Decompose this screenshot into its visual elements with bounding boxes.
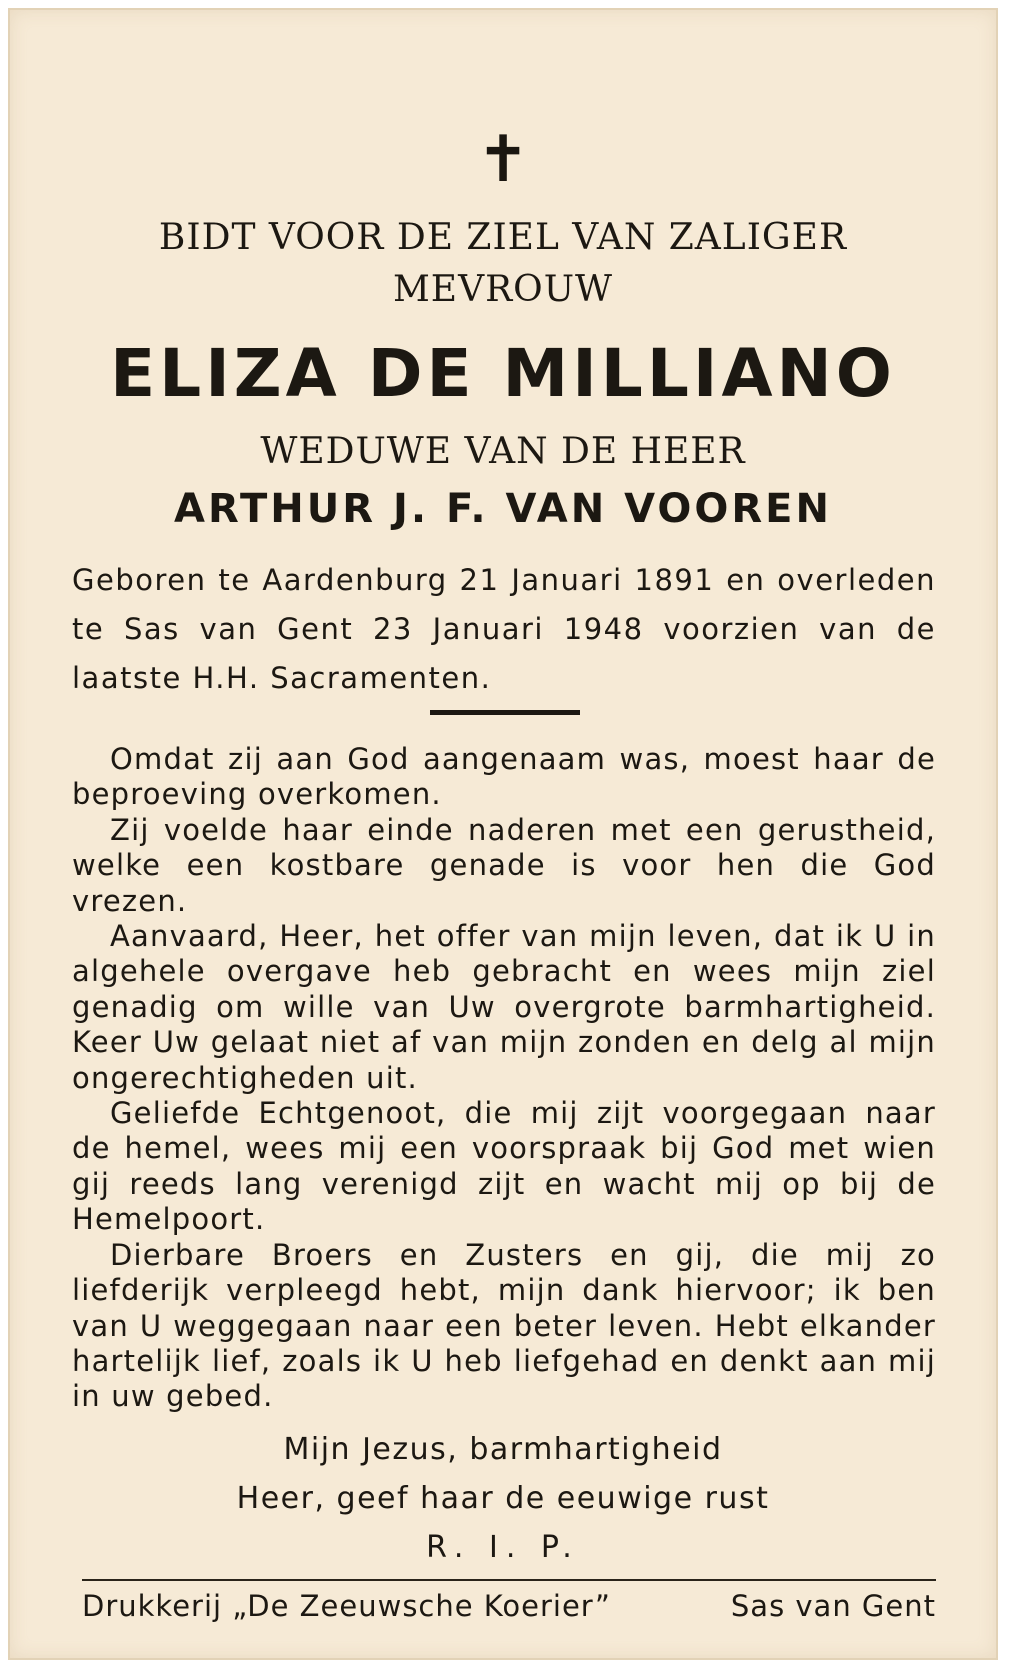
- printer-place: Sas van Gent: [730, 1589, 936, 1623]
- bottom-rule: [82, 1579, 936, 1581]
- printer-name: Drukkerij „De Zeeuwsche Koerier”: [82, 1589, 611, 1623]
- memorial-card: [8, 8, 998, 1660]
- printer-line: [82, 1584, 936, 1628]
- closing-line-1: Mijn Jezus, barmhartigheid: [283, 1432, 723, 1467]
- closing-line-2: Heer, geef haar de eeuwige rust: [236, 1481, 770, 1516]
- paragraph: Geliefde Echtgenoot, die mij zijt voorgegaan naar de hemel, wees mij een voorspraak bij God met wien gij reeds lang verenigd zijt en wacht mij op bij de Hemelpoort.: [72, 1096, 936, 1237]
- cross-icon: ✝: [476, 123, 530, 197]
- heading-line-1: BIDT VOOR DE ZIEL VAN ZALIGER: [158, 217, 848, 258]
- paragraph: Zij voelde haar einde naderen met een gerustheid, welke een kostbare genade is voor hen die God vrezen.: [72, 812, 936, 918]
- birth-death-text: Geboren te Aardenburg 21 Januari 1891 en overleden te Sas van Gent 23 Januari 1948 voorzien van de laatste H.H. Sacramenten.: [72, 563, 936, 695]
- deceased-name: ELIZA DE MILLIANO: [110, 335, 896, 412]
- paragraph: Dierbare Broers en Zusters en gij, die mij zo liefderijk verpleegd hebt, mijn dank hiervoor; ik ben van U weggegaan naar een beter leven. Hebt elkander hartelijk lief, zoals ik U heb liefgehad en denkt aan mij in uw gebed.: [72, 1237, 936, 1414]
- paragraph: Aanvaard, Heer, het offer van mijn leven, dat ik U in algehele overgave heb gebracht en wees mijn ziel genadig om wille van Uw overgrote barmhartigheid. Keer Uw gelaat niet af van mijn zonden en delg al mijn ongerechtigheden uit.: [72, 919, 936, 1095]
- paragraph: Omdat zij aan God aangenaam was, moest haar de beproeving overkomen.: [72, 742, 936, 812]
- closing-line-3: R. I. P.: [426, 1530, 580, 1565]
- divider: [430, 710, 580, 715]
- heading-line-2: MEVROUW: [392, 269, 614, 310]
- widow-line: WEDUWE VAN DE HEER: [260, 431, 746, 472]
- prayer-text: [72, 742, 936, 1415]
- husband-name: ARTHUR J. F. VAN VOOREN: [174, 486, 832, 532]
